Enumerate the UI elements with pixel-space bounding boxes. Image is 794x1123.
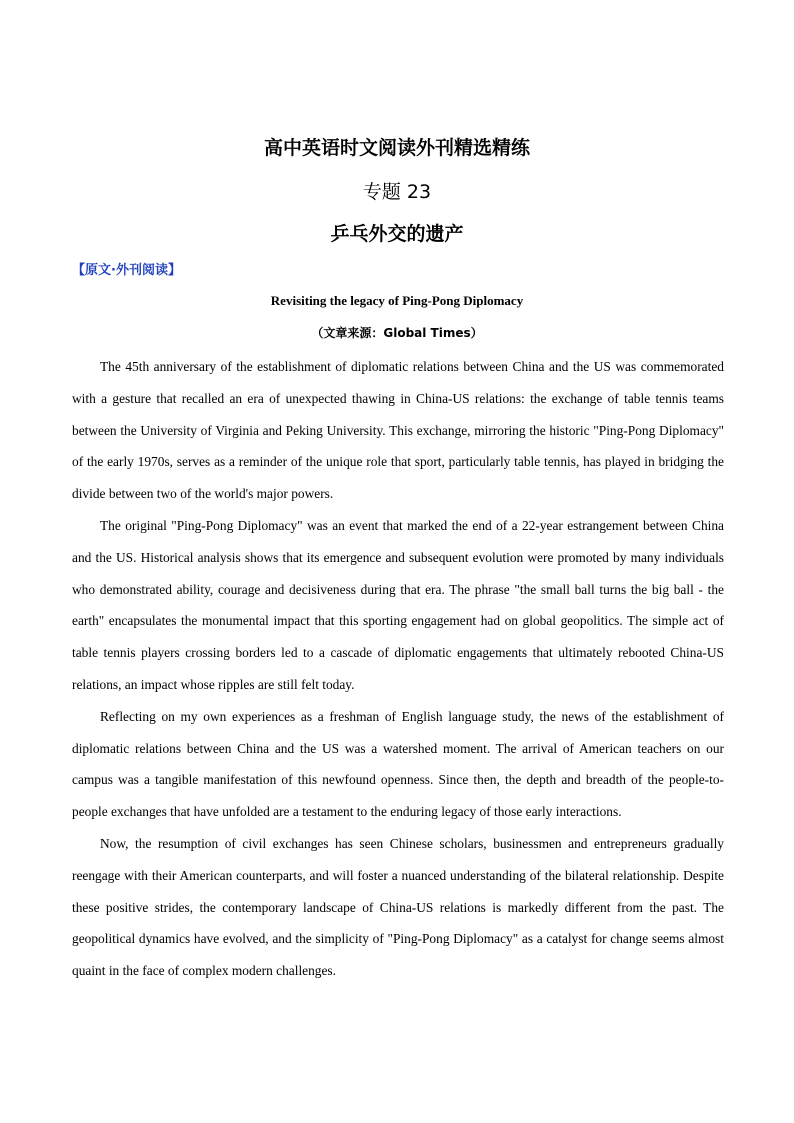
- main-title: 高中英语时文阅读外刊精选精练: [263, 137, 530, 159]
- paragraph: The original "Ping-Pong Diplomacy" was an event that marked the end of a 22-year estrangement between China and the US. Historical analysis shows that its emergence and subsequent evolution were promoted by many individuals who demonstrated ability, courage and decisiveness during that era. The phrase "the small ball turns the big ball - the earth" encapsulates the monumental impact that this sporting engagement had on global geopolitics. The simple act of table tennis players crossing borders led to a cascade of diplomatic engagements that ultimately rebooted China-US relations, an impact whose ripples are still felt today.: [72, 517, 724, 692]
- article-source: （文章来源：Global Times）: [311, 326, 483, 340]
- paragraph: Reflecting on my own experiences as a freshman of English language study, the news of the establishment of diplomatic relations between China and the US was a watershed moment. The arrival of American teachers on our campus was a tangible manifestation of this newfound openness. Since then, the depth and breadth of the people-to-people exchanges that have unfolded are a testament to the enduring legacy of those early interactions.: [72, 708, 724, 820]
- section-tag: 【原文·外刊阅读】: [72, 263, 181, 278]
- paragraph: The 45th anniversary of the establishment of diplomatic relations between China and the US was commemorated with a gesture that recalled an era of unexpected thawing in China-US relations: the exchange of table tennis teams between the University of Virginia and Peking University. This exchange, mirroring the historic "Ping-Pong Diplomacy" of the early 1970s, serves as a reminder of the unique role that sport, particularly table tennis, has played in bridging the divide between two of the world's major powers.: [72, 359, 724, 502]
- subtitle: 专题 23: [362, 181, 432, 203]
- paragraph: Now, the resumption of civil exchanges has seen Chinese scholars, businessmen and entrepreneurs gradually reengage with their American counterparts, and will foster a nuanced understanding of the bilateral relationship. Despite these positive strides, the contemporary landscape of China-US relations is markedly different from the past. The geopolitical dynamics have evolved, and the simplicity of "Ping-Pong Diplomacy" as a catalyst for change seems almost quaint in the face of complex modern challenges.: [72, 835, 724, 979]
- article-title: Revisiting the legacy of Ping-Pong Diplomacy: [270, 293, 524, 308]
- topic-title: 乒乓外交的遗产: [330, 223, 464, 245]
- article-body: [72, 351, 724, 987]
